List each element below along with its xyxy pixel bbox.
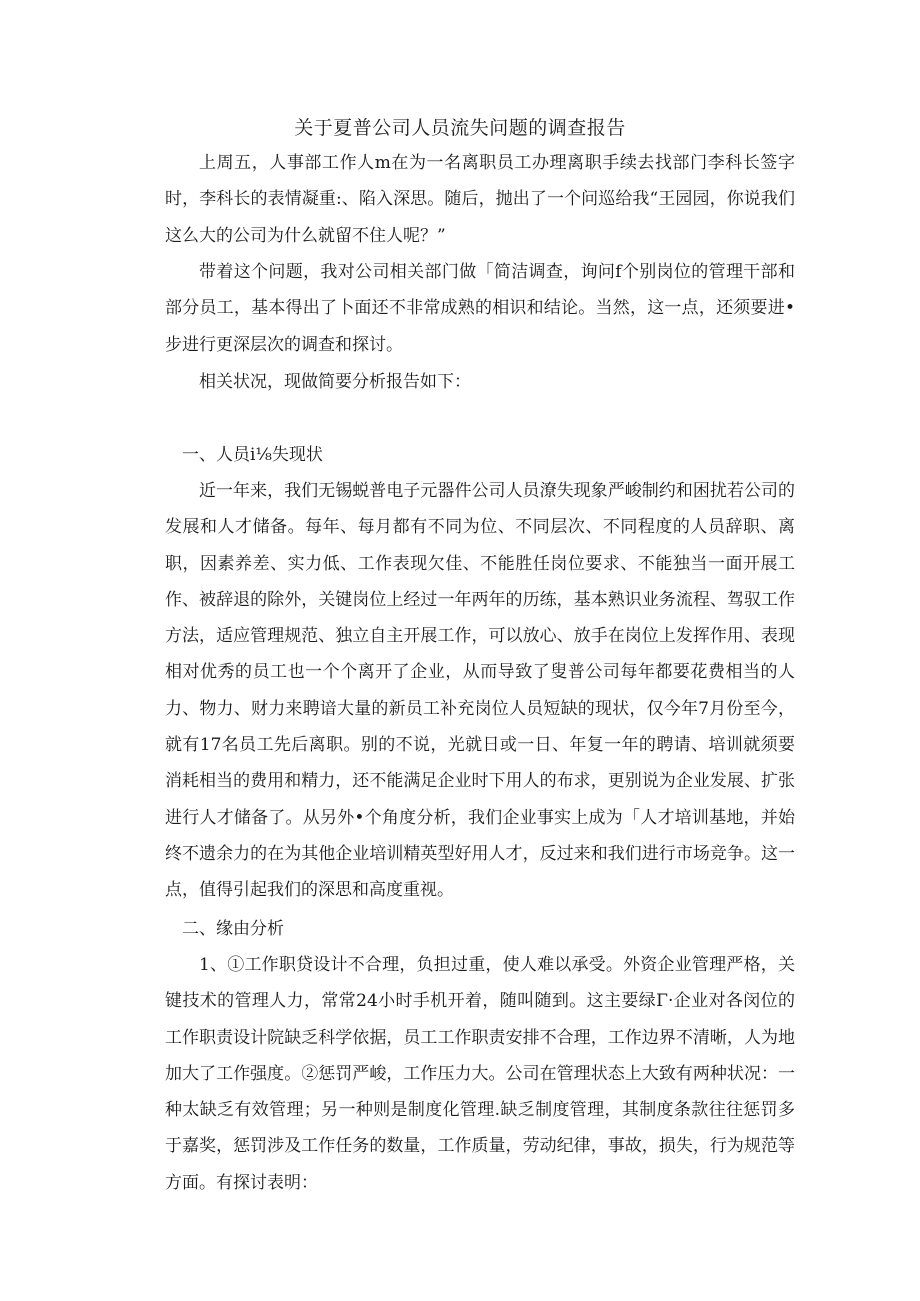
- intro-paragraph-1: 上周五，人事部工作人m在为一名离职员工办理离职手续去找部门李科长签字时，李科长的表情凝重:、陷入深思。随后，抛出了一个问巡给我“王园园，你说我们这么大的公司为什么就留不住人呢？”: [165, 153, 795, 246]
- intro-paragraph-2: 带着这个问题，我对公司相关部门做「简洁调查，询问f个别岗位的管理干部和部分员工，基本得出了卜面还不非常成熟的相识和结论。当然，这一点，还须要进•步进行更深层次的调查和探讨。: [165, 262, 795, 355]
- section-1-heading: 一、人员i⅛失现状: [182, 445, 323, 465]
- document-title: 关于夏普公司人员流失问题的调查报告: [294, 117, 626, 139]
- section-1-body: 近一年来，我们无锡蜕普电子元器件公司人员潦失现象严峻制约和困扰若公司的发展和人才储备。每年、每月都有不同为位、不同层次、不同程度的人员辞职、离职，因素养差、实力低、工作表现欠佳、不能胜任岗位要求、不能独当一面开展工作、被辞退的除外，关键岗位上经过一年两年的历练，基本熟识业务流程、驾驭工作方法，适应管理规范、独立自主开展工作，可以放心、放手在岗位上发挥作用、表现相对优秀的员工也一个个离开了企业，从而导致了叟普公司每年都要花费相当的人力、物力、财力来聘谙大量的新员工补充岗位人员短缺的现状，仅今年7月份至今，就有17名员工先后离职。别的不说，光就日或一日、年复一年的聘请、培训就须要消耗相当的费用和精力，还不能满足企业时下用人的布求，更别说为企业发展、扩张进行人才储备了。从另外•个角度分析，我们企业事实上成为「人才培训基地，并始终不遗余力的在为其他企业培训精英型好用人才，反过来和我们进行市场竞争。这一点，值得引起我们的深思和高度重视。: [165, 481, 795, 901]
- section-2-body: 1、①工作职贷设计不合理，负担过重，使人难以承受。外资企业管理严格，关键技术的管理人力，常常24小时手机开着，随叫随到。这主要绿Γ·企业对各闵位的工作职责设计院缺乏科学依据，员工工作职责安排不合理，工作边界不清晰，人为地加大了工作强度。②惩罚严峻，工作压力大。公司在管理状态上大致有两种状况：一种太缺乏有效管理；另一种则是制度化管理.缺乏制度管理，其制度条款往往惩罚多于嘉奖，惩罚涉及工作任务的数量，工作质量，劳动纪律，事故，损失，行为规范等方面。有探讨表明：: [165, 955, 795, 1193]
- intro-paragraph-3: 相关状况，现做简要分析报告如下：: [199, 372, 471, 392]
- section-2-heading: 二、缘由分析: [182, 919, 284, 939]
